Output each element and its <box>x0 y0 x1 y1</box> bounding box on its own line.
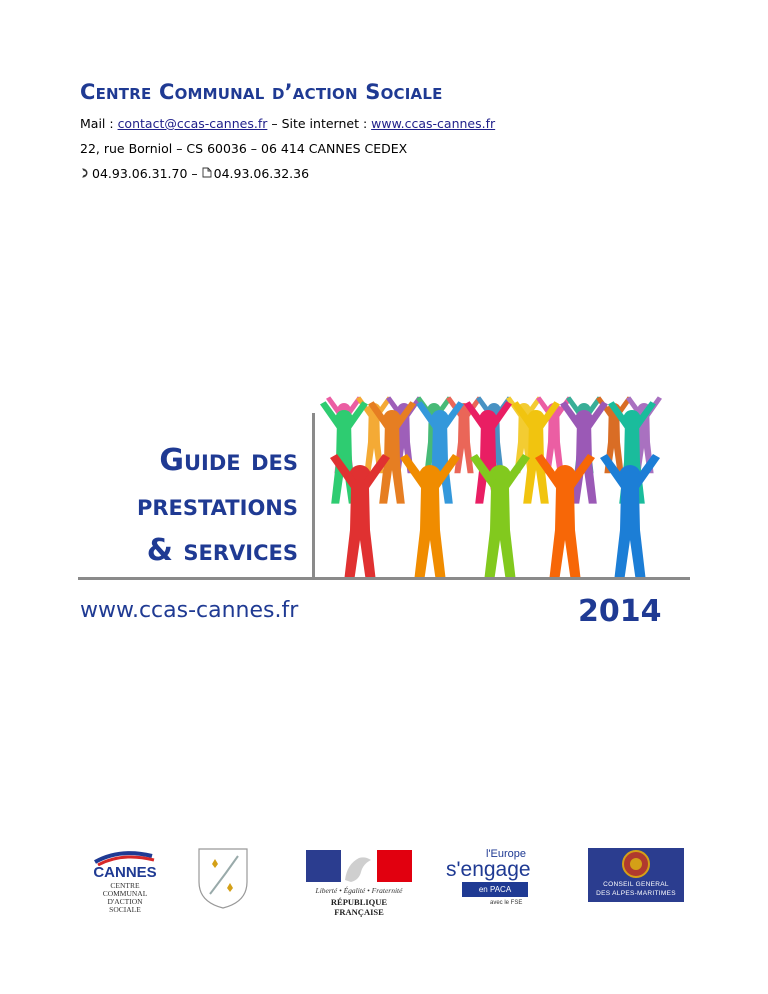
horizontal-divider <box>78 577 690 580</box>
paper-people-image <box>320 370 678 577</box>
phone-icon <box>80 166 92 181</box>
phone-number: 04.93.06.31.70 <box>92 166 188 181</box>
phone-line: 04.93.06.31.70 – 04.93.06.32.36 <box>80 166 495 181</box>
guide-title-line2: prestations <box>136 488 298 523</box>
fax-icon <box>202 166 214 181</box>
guide-title-line1: Guide des <box>159 443 298 478</box>
organization-title: Centre Communal d’action Sociale <box>80 80 443 104</box>
guide-title-line3: & services <box>146 533 298 568</box>
website-link[interactable]: www.ccas-cannes.fr <box>371 116 496 131</box>
conseil-general-logo: CONSEIL GENERAL DES ALPES-MARITIMES <box>588 848 684 902</box>
republique-francaise-logo: Liberté • Égalité • Fraternité RÉPUBLIQUE FRANÇAISE <box>306 850 412 908</box>
people-row-front <box>330 454 660 577</box>
footer-website[interactable]: www.ccas-cannes.fr <box>80 598 299 623</box>
guide-title <box>137 438 298 573</box>
header <box>80 80 495 191</box>
address: 22, rue Borniol – CS 60036 – 06 414 CANNES CEDEX <box>80 141 408 156</box>
cannes-coat-of-arms-logo <box>196 846 250 910</box>
contact-line: Mail : contact@ccas-cannes.fr – Site internet : www.ccas-cannes.fr <box>80 116 496 131</box>
cannes-ccas-logo: CANNES CENTRE COMMUNAL D'ACTION SOCIALE <box>90 846 160 908</box>
email-link[interactable]: contact@ccas-cannes.fr <box>117 116 268 131</box>
fax-number: 04.93.06.32.36 <box>213 166 310 181</box>
edition-year: 2014 <box>578 594 662 629</box>
partner-logos <box>0 846 768 916</box>
europe-paca-fse-logo: l'Europe s'engage en PACA avec le FSE <box>446 848 531 906</box>
vertical-divider <box>312 413 315 579</box>
